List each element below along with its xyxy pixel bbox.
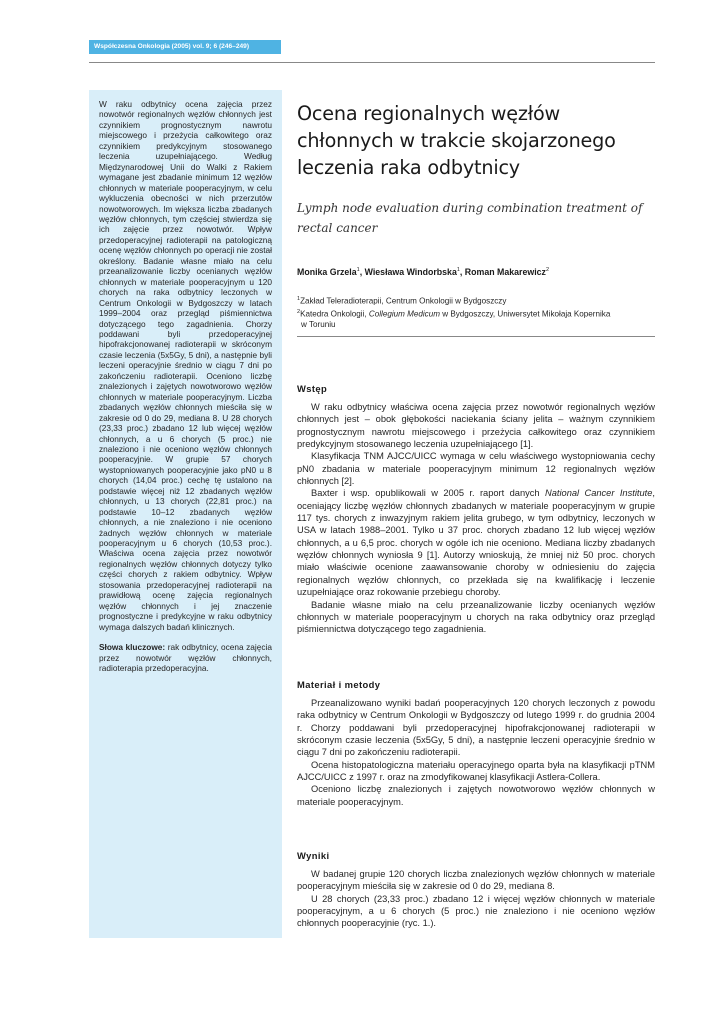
section-wstep	[297, 383, 655, 636]
title-divider	[297, 336, 655, 337]
author-affil-mark: 1	[456, 267, 460, 274]
author-name: Monika Grzela	[297, 267, 357, 277]
author-separator: ,	[459, 267, 465, 277]
paragraph-text: , oceniający liczbę węzłów chłonnych zbadanych w materiale pooperacyjnym w grupie 117 tys. chorych z inwazyjnym rakiem jelita grubego, w tym odbytnicy, leczonych w USA w latach 1988–2001. Tylko u 37 proc. chorych zbadano 12 lub więcej węzłów chłonnych, a u 6,5 proc. chorych w ogóle ich nie oceniono. Mediana liczby zbadanych węzłów chłonnych wyniosła 9 [1]. Autorzy wnioskują, że mniej niż 50 proc. chorych miało właściwie ocenione zaawansowanie choroby w odniesieniu do zajęcia regionalnych węzłów chłonnych, co przekłada się na kwalifikację i leczenie uzupełniające oraz rokowanie przebiegu choroby.	[297, 488, 655, 598]
affiliation-mark: 1	[297, 296, 301, 302]
affiliation-continuation	[297, 320, 655, 331]
section-heading-wstep: Wstęp	[297, 383, 328, 394]
article-subtitle: Lymph node evaluation during combination treatment of rectal cancer	[297, 201, 643, 235]
paragraph: Badanie własne miało na celu przeanalizowanie liczby ocenianych węzłów chłonnych w materiale pooperacyjnym u chorych na raka odbytnicy oraz przegląd piśmiennictwa dotyczącego tego zagadnienia.	[297, 599, 655, 635]
paragraph: U 28 chorych (23,33 proc.) zbadano 12 i więcej węzłów chłonnych w materiale pooperacyjnym, a u 6 chorych (5 proc.) nie znaleziono i nie oceniono węzłów chłonnych pooperacyjnie (ryc. 1.).	[297, 893, 655, 929]
affiliation-1	[297, 294, 655, 307]
affiliation-italic: Collegium Medicum	[368, 309, 440, 319]
header-divider	[89, 62, 655, 63]
section-wyniki	[297, 850, 655, 930]
article-main	[297, 100, 655, 337]
author-name: Wiesława Windorbska	[364, 267, 457, 277]
keywords-label: Słowa kluczowe:	[99, 642, 166, 653]
affiliations	[297, 294, 655, 331]
paragraph: Klasyfikacja TNM AJCC/UICC wymaga w celu właściwego wystopniowania cechy pN0 zbadania w materiale pooperacyjnym minimum 12 regionalnych węzłów chłonnych [2].	[297, 451, 655, 487]
affiliation-mark: 2	[297, 309, 301, 316]
author-affil-mark: 2	[545, 267, 550, 274]
abstract-text: W raku odbytnicy ocena zajęcia przez nowotwór regionalnych węzłów chłonnych jest czynnikiem prognostycznym nawrotu miejscowego i przeżycia całkowitego oraz czynnikiem predykcyjnym stosowanego leczenia uzupełniającego. Według Międzynarodowej Unii do Walki z Rakiem wymagane jest zbadanie minimum 12 węzłów chłonnych w materiale pooperacyjnym, w celu wykluczenia obecności w nich przerzutów nowotworowych. Im większa liczba zbadanych węzłów chłonnych, tym częściej stwierdza się ich zajęcie przez nowotwór. Wpływ przedoperacyjnej radioterapii na patologiczną ocenę węzłów chłonnych po operacji nie został określony. Badanie własne miało na celu przeanalizowanie liczby ocenianych węzłów chłonnych w materiale pooperacyjnym u 120 chorych na raka odbytnicy leczonych w Centrum Onkologii w Bydgoszczy w latach 1999–2004 oraz przegląd piśmiennictwa dotyczącego tego zagadnienia. Chorzy poddawani byli przedoperacyjnej hipofrakcjonowanej radioterapii w skróconym czasie leczenia (5x5Gy, 5 dni), a następnie byli leczeni operacyjnie średnio w ciągu 7 dni po zakończeniu radioterapii. Oceniono liczbę znalezionych i zajętych nowotworowo węzłów chłonnych w materiale pooperacyjnym. Liczba zbadanych węzłów chłonnych mieściła się w zakresie od 0 do 29, mediana 8. U 28 chorych (23,33 proc.) zbadano 12 lub więcej węzłów chłonnych, a u 6 chorych (5 proc.) nie znaleziono i nie oceniono węzłów chłonnych pooperacyjnie. W grupie 57 chorych wystopniowanych pooperacyjnie jako pN0 u 8 chorych (14,04 proc.) cechę tę ustalono na podstawie więcej niż 12 zbadanych węzłów chłonnych, u 13 chorych (22,81 proc.) na podstawie 10–12 zbadanych węzłów chłonnych, a nie znaleziono i nie oceniono żadnych węzłów chłonnych w materiale pooperacyjnym u 6 chorych (10,53 proc.). Właściwa ocena zajęcia przez nowotwór regionalnych węzłów chłonnych dotyczy tylko części chorych z rakiem odbytnicy. Wpływ stosowania przedoperacyjnej radioterapii na prawidłową ocenę zajęcia regionalnych węzłów chłonnych i jej znaczenie prognostyczne i predykcyjne w raku odbytnicy wymaga dalszych badań klinicznych.	[99, 99, 272, 632]
paragraph: W raku odbytnicy właściwa ocena zajęcia przez nowotwór regionalnych węzłów chłonnych jest – obok głębokości naciekania ściany jelita – ważnym czynnikiem prognostycznym nawrotu miejscowego i przeżycia całkowitego oraz czynnikiem predykcyjnym stosowanego leczenia uzupełniającego [1].	[297, 402, 655, 450]
paragraph-italic: National Cancer Institute	[544, 488, 653, 499]
author-affil-mark: 1	[356, 267, 360, 274]
affiliation-2	[297, 307, 655, 320]
journal-citation: Współczesna Onkologia (2005) vol. 9; 6 (246–249)	[94, 43, 250, 50]
section-heading-material: Materiał i metody	[297, 679, 381, 690]
affiliation-text: Katedra Onkologii,	[300, 309, 369, 319]
section-heading-wyniki: Wyniki	[297, 850, 330, 861]
paragraph: Ocena histopatologiczna materiału operacyjnego oparta była na klasyfikacji pTNM AJCC/UICC z 1997 r. oraz na zmodyfikowanej klasyfikacji Astlera-Collera.	[297, 759, 655, 783]
paragraph: Oceniono liczbę znalezionych i zajętych nowotworowo węzłów chłonnych w materiale pooperacyjnym.	[297, 784, 655, 807]
journal-header-bar	[89, 40, 281, 54]
paragraph-text: Baxter i wsp. opublikowali w 2005 r. raport danych	[311, 488, 545, 499]
paragraph: Przeanalizowano wyniki badań pooperacyjnych 120 chorych leczonych z powodu raka odbytnicy w Centrum Onkologii w Bydgoszczy od lutego 1999 r. do grudnia 2004 r. Chorzy poddawani byli przedoperacyjnej hipofrakcjonowanej radioterapii w skróconym czasie leczenia (5x5Gy, 5 dni), a następnie leczeni operacyjnie średnio w ciągu 7 dni po zakończeniu radioterapii.	[297, 698, 655, 758]
paragraph	[297, 487, 655, 598]
keywords-text: rak odbytnicy, ocena zajęcia przez nowotwór węzłów chłonnych, radioterapia przedoperacyjna.	[99, 642, 272, 674]
affiliation-text: Zakład Teleradioterapii, Centrum Onkologii w Bydgoszczy	[300, 296, 507, 306]
article-title: Ocena regionalnych węzłów chłonnych w trakcie skojarzonego leczenia raka odbytnicy	[297, 102, 616, 179]
affiliation-text: w Bydgoszczy, Uniwersytet Mikołaja Kopernika	[439, 309, 611, 319]
author-name: Roman Makarewicz	[464, 267, 546, 277]
affiliation-text: w Toruniu	[301, 320, 336, 330]
paragraph: W badanej grupie 120 chorych liczba znalezionych węzłów chłonnych w materiale pooperacyjnym mieściła się w zakresie od 0 do 29, mediana 8.	[297, 869, 655, 892]
author-list	[297, 267, 655, 277]
keywords	[99, 642, 272, 673]
abstract-sidebar	[89, 90, 282, 938]
author-separator: ,	[359, 267, 365, 277]
section-material	[297, 679, 655, 808]
